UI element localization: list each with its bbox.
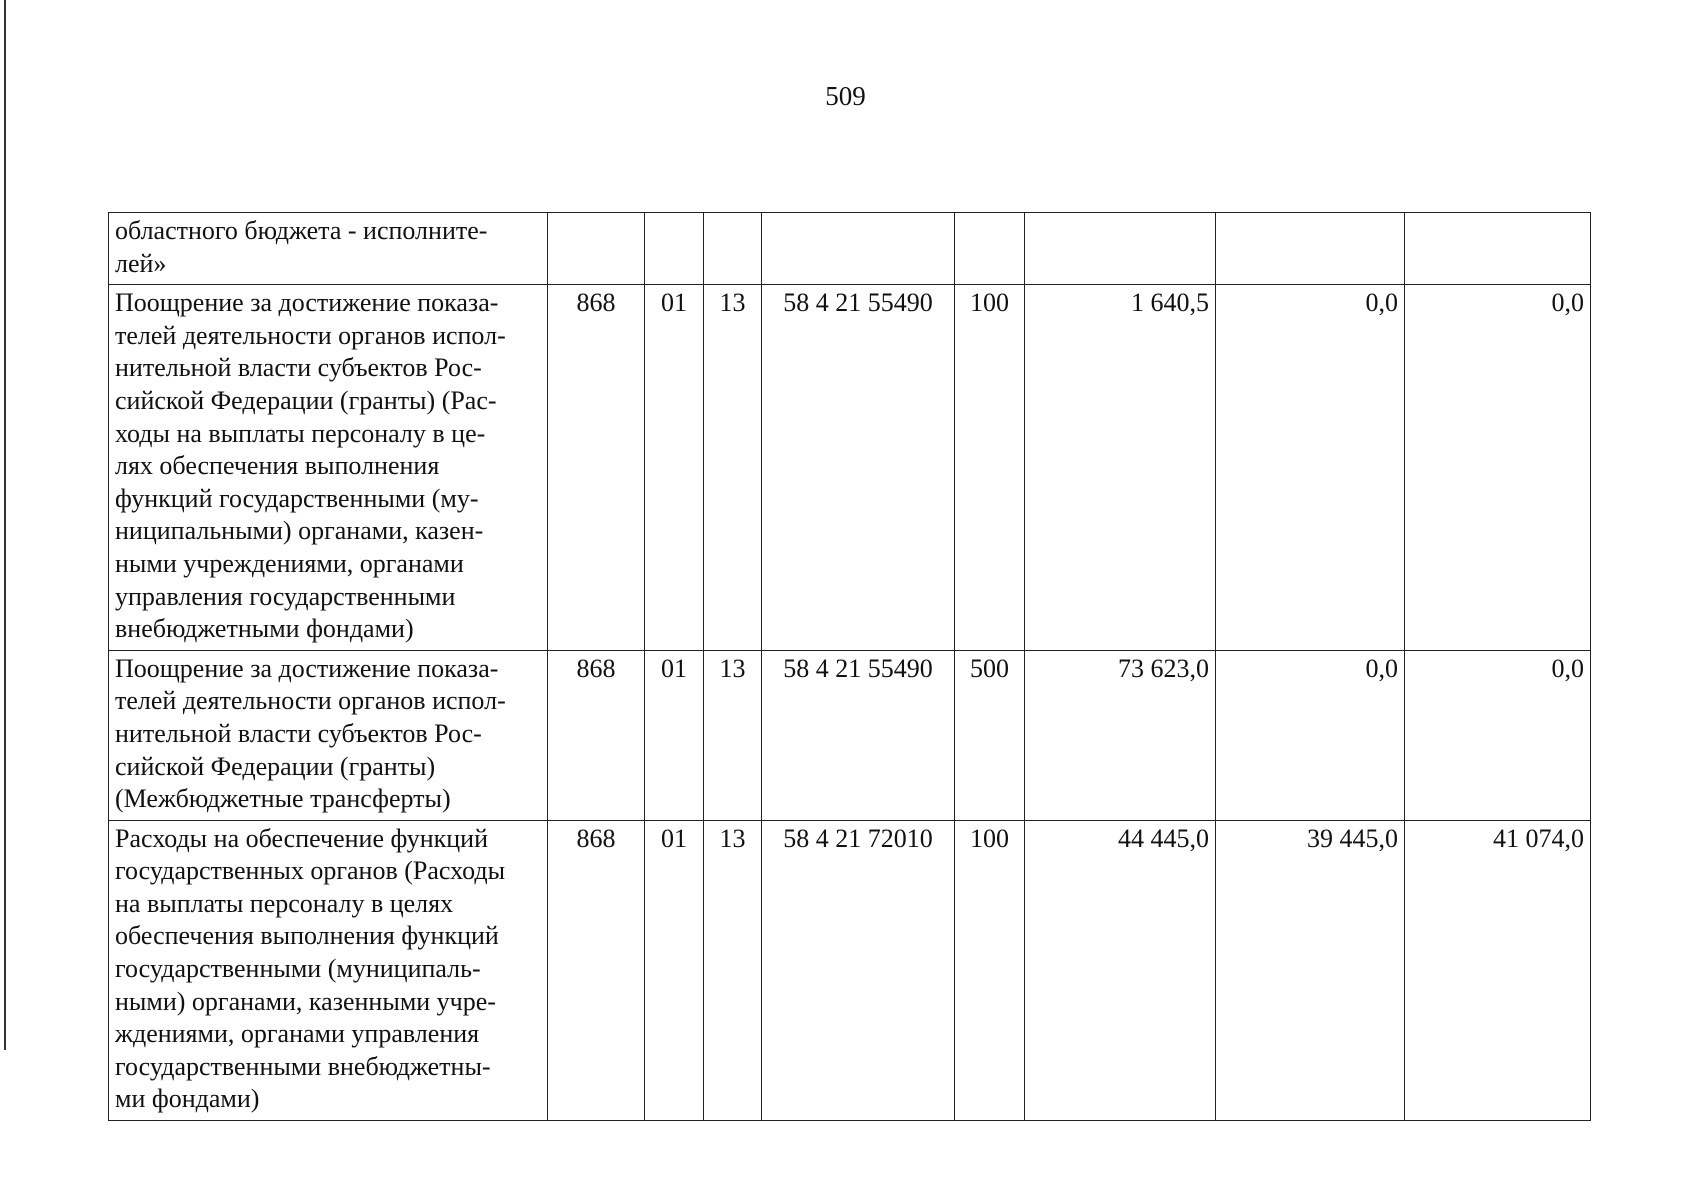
table-row [109, 213, 1591, 285]
section-code-text: 01 [661, 653, 687, 683]
expense-name-cell [109, 213, 548, 285]
table-row [109, 285, 1591, 651]
target-article-code-text: 58 4 21 55490 [783, 288, 933, 318]
expense-type-code-cell [955, 285, 1025, 651]
expense-name-text: Поощрение за достижение показа- телей деятельности органов испол- нительной власти субъектов Рос- сийской Федерации (гранты) (Рас- ходы на выплаты персоналу в це- лях обеспечения выполнения функций государственными (му- ниципальными) органами, казен- ными учреждениями, органами управления государственными внебюджетными фондами) [115, 288, 506, 644]
amount-year3-text: 0,0 [1551, 288, 1584, 318]
target-article-code-cell [762, 285, 955, 651]
amount-year1-text: 44 445,0 [1118, 823, 1209, 853]
department-code-cell [548, 285, 645, 651]
scan-edge-line [4, 0, 6, 1050]
expense-name-cell [109, 820, 548, 1120]
amount-year1-cell [1025, 285, 1216, 651]
section-code-cell [645, 213, 704, 285]
amount-year3-cell [1405, 820, 1591, 1120]
department-code-cell [548, 650, 645, 820]
page-number: 509 [825, 81, 866, 111]
amount-year2-cell [1216, 820, 1405, 1120]
amount-year1-text: 1 640,5 [1131, 288, 1209, 318]
expense-type-code-cell [955, 213, 1025, 285]
amount-year2-text: 0,0 [1365, 288, 1398, 318]
expense-type-code-cell [955, 650, 1025, 820]
budget-table [108, 212, 1591, 1121]
target-article-code-cell [762, 820, 955, 1120]
expense-type-code-text: 500 [970, 653, 1009, 683]
department-code-text: 868 [576, 288, 616, 318]
amount-year3-cell [1405, 213, 1591, 285]
subsection-code-cell [704, 820, 762, 1120]
amount-year2-cell [1216, 650, 1405, 820]
amount-year2-cell [1216, 285, 1405, 651]
subsection-code-text: 13 [719, 653, 746, 683]
department-code-text: 868 [576, 823, 616, 853]
amount-year2-text: 39 445,0 [1307, 823, 1398, 853]
subsection-code-text: 13 [719, 823, 746, 853]
amount-year3-text: 41 074,0 [1493, 823, 1584, 853]
section-code-cell [645, 820, 704, 1120]
expense-name-text: областного бюджета - исполните- лей» [115, 216, 488, 278]
subsection-code-cell [704, 650, 762, 820]
amount-year2-cell [1216, 213, 1405, 285]
section-code-text: 01 [661, 823, 687, 853]
subsection-code-text: 13 [719, 288, 746, 318]
amount-year3-text: 0,0 [1551, 653, 1584, 683]
target-article-code-text: 58 4 21 55490 [783, 653, 933, 683]
expense-name-text: Расходы на обеспечение функций государственных органов (Расходы на выплаты персоналу в целях обеспечения выполнения функций государственными (муниципаль- ными) органами, казенными учре- ждениями, органами управления государственными внебюджетны- ми фондами) [115, 823, 506, 1114]
department-code-cell [548, 820, 645, 1120]
section-code-text: 01 [661, 288, 687, 318]
amount-year1-cell [1025, 820, 1216, 1120]
expense-type-code-cell [955, 820, 1025, 1120]
expense-name-cell [109, 650, 548, 820]
expense-type-code-text: 100 [970, 288, 1009, 318]
subsection-code-cell [704, 213, 762, 285]
table-row [109, 820, 1591, 1120]
department-code-text: 868 [576, 653, 616, 683]
expense-type-code-text: 100 [970, 823, 1009, 853]
amount-year2-text: 0,0 [1365, 653, 1398, 683]
subsection-code-cell [704, 285, 762, 651]
expense-name-text: Поощрение за достижение показа- телей деятельности органов испол- нительной власти субъектов Рос- сийской Федерации (гранты) (Межбюджетные трансферты) [115, 653, 506, 814]
expense-name-cell [109, 285, 548, 651]
target-article-code-cell [762, 213, 955, 285]
section-code-cell [645, 285, 704, 651]
target-article-code-cell [762, 650, 955, 820]
section-code-cell [645, 650, 704, 820]
target-article-code-text: 58 4 21 72010 [783, 823, 933, 853]
amount-year3-cell [1405, 285, 1591, 651]
table-row [109, 650, 1591, 820]
amount-year1-text: 73 623,0 [1118, 653, 1209, 683]
amount-year1-cell [1025, 213, 1216, 285]
amount-year3-cell [1405, 650, 1591, 820]
table-body [109, 213, 1591, 1121]
amount-year1-cell [1025, 650, 1216, 820]
department-code-cell [548, 213, 645, 285]
